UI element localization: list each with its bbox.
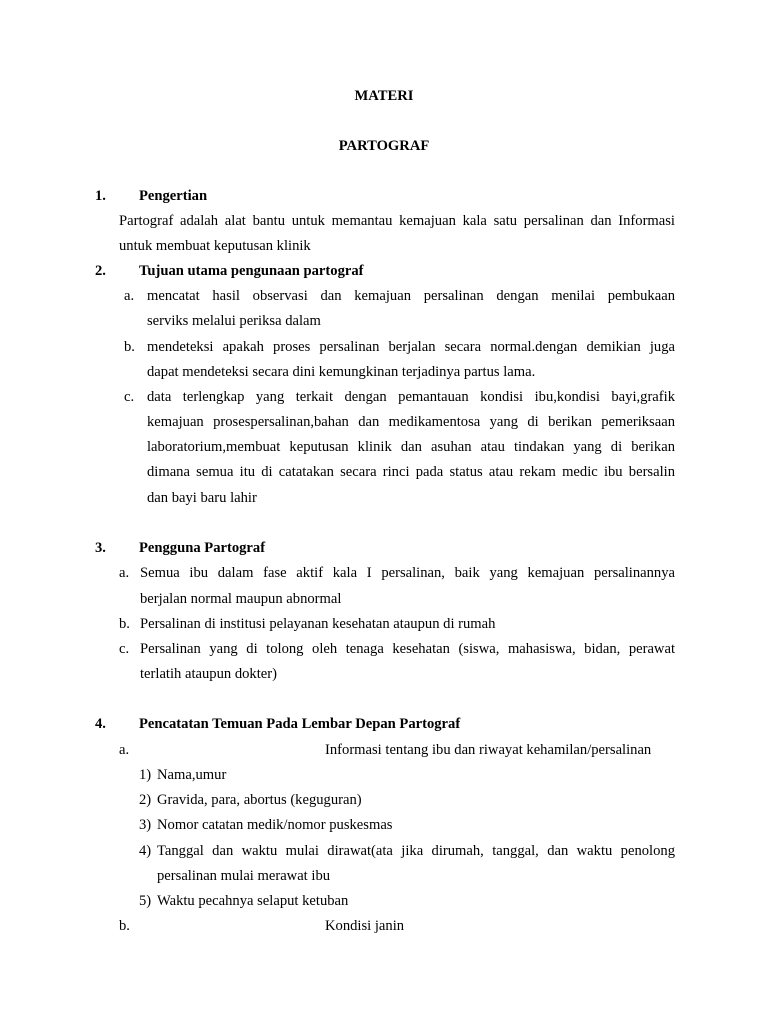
numbered-item-text: Waktu pecahnya selaput ketuban [157,893,349,909]
subsection-title: Kondisi janin [325,918,405,934]
document-subtitle: PARTOGRAF [338,138,430,154]
list-item-text: Persalinan di institusi pelayanan kesehatan ataupun di rumah [140,616,496,632]
list-marker: a. [119,565,130,581]
list-item-text: Persalinan yang di tolong oleh tenaga kesehatan (siswa, mahasiswa, bidan, perawat [140,641,675,657]
section-1-heading: Pengertian [139,188,208,204]
section-3-heading: Pengguna Partograf [139,540,266,556]
list-marker: b. [119,616,130,632]
numbered-item-text: Gravida, para, abortus (keguguran) [157,792,362,808]
numbered-item-text: Nomor catatan medik/nomor puskesmas [157,817,393,833]
list-marker: a. [119,742,130,758]
list-marker: a. [124,288,135,304]
section-1-number: 1. [95,188,106,204]
numbered-item-text: persalinan mulai merawat ibu [157,868,331,884]
numbered-marker: 2) [139,792,152,808]
list-item-text: dapat mendeteksi secara dini kemungkinan terjadinya partus lama. [147,364,536,380]
list-marker: b. [124,339,135,355]
list-item-text: Semua ibu dalam fase aktif kala I persalinan, baik yang kemajuan persalinannya [140,565,675,581]
document-title: MATERI [354,88,414,104]
section-4-heading: Pencatatan Temuan Pada Lembar Depan Partograf [139,716,461,732]
list-item-text: berjalan normal maupun abnormal [140,591,342,607]
list-item-text: serviks melalui periksa dalam [147,313,321,329]
section-2-number: 2. [95,263,106,279]
numbered-marker: 4) [139,843,152,859]
numbered-item-text: Nama,umur [157,767,227,783]
list-item-text: data terlengkap yang terkait dengan pemantauan kondisi ibu,kondisi bayi,grafik [147,389,675,405]
numbered-marker: 3) [139,817,152,833]
section-3-number: 3. [95,540,106,556]
section-4-number: 4. [95,716,106,732]
numbered-marker: 5) [139,893,152,909]
list-item-text: terlatih ataupun dokter) [140,666,277,682]
list-item-text: mencatat hasil observasi dan kemajuan persalinan dengan menilai pembukaan [147,288,675,304]
list-item-text: kemajuan prosespersalinan,bahan dan medikamentosa yang di berikan pemeriksaan [147,414,675,430]
list-item-text: dan bayi baru lahir [147,490,257,506]
section-1-text-line: untuk membuat keputusan klinik [119,238,311,254]
subsection-title: Informasi tentang ibu dan riwayat kehamilan/persalinan [325,742,652,758]
numbered-marker: 1) [139,767,152,783]
list-item-text: laboratorium,membuat keputusan klinik dan asuhan atau tindakan yang di berikan [147,439,675,455]
section-2-heading: Tujuan utama pengunaan partograf [139,263,364,279]
numbered-item-text: Tanggal dan waktu mulai dirawat(ata jika dirumah, tanggal, dan waktu penolong [157,843,675,859]
list-item-text: mendeteksi apakah proses persalinan berjalan secara normal.dengan demikian juga [147,339,675,355]
list-marker: c. [119,641,130,657]
list-marker: b. [119,918,130,934]
list-marker: c. [124,389,135,405]
section-1-text-line: Partograf adalah alat bantu untuk memantau kemajuan kala satu persalinan dan Informasi [119,213,675,229]
list-item-text: dimana semua itu di catatakan secara rinci pada status atau rekam medic ibu bersalin [147,464,675,480]
